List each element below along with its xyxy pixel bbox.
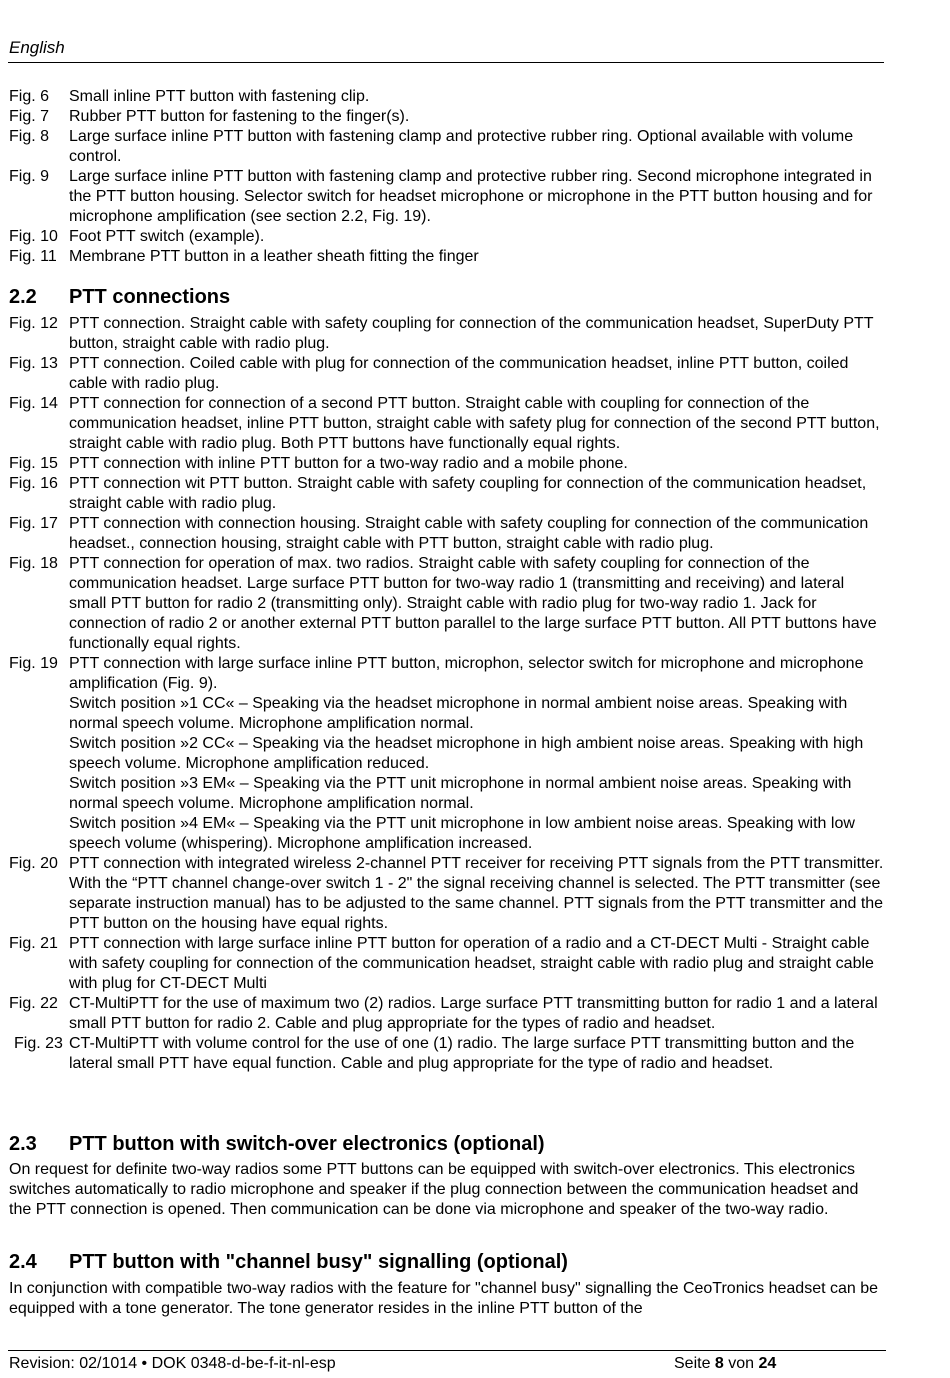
fig-text: PTT connection with inline PTT button for a two-way radio and a mobile phone. <box>69 455 628 472</box>
fig-text: PTT connection. Straight cable with safety coupling for connection of the communication headset, SuperDuty PTT button, straight cable with radio plug. <box>69 315 874 352</box>
fig-label: Fig. 19 <box>9 655 58 672</box>
fig-entry <box>0 474 950 514</box>
section-title: PTT connections <box>69 286 231 308</box>
page-prefix: Seite <box>674 1355 711 1372</box>
fig-entry <box>0 354 950 394</box>
switch-position-text: Switch position »4 EM« – Speaking via the PTT unit microphone in low ambient noise areas. Speaking with low speech volume (whispering). Microphone amplification increased. <box>69 815 855 852</box>
fig-entry <box>0 654 950 854</box>
fig-text: Membrane PTT button in a leather sheath fitting the finger <box>69 248 479 265</box>
fig-entry <box>0 934 950 994</box>
section-heading-2-2 <box>9 286 230 309</box>
fig-entry <box>0 87 950 107</box>
header-rule <box>8 62 884 63</box>
fig-label: Fig. 9 <box>9 168 50 185</box>
fig-text: PTT connection for operation of max. two radios. Straight cable with safety coupling for connection of the communication headset. Large surface PTT button for two-way radio 1 (transmitting and receiving) and lateral small PTT button for radio 2 (transmitting only). Straight cable with radio plug for two-way radio 1. Jack for connection of radio 2 or another external PTT button parallel to the large surface PTT button. All PTT buttons have functionally equal rights. <box>69 555 877 652</box>
fig-label: Fig. 11 <box>9 248 57 265</box>
fig-entry <box>0 227 950 247</box>
fig-text: CT-MultiPTT for the use of maximum two (2) radios. Large surface PTT transmitting button for radio 1 and a lateral small PTT button for radio 2. Cable and plug appropriate for the types of radio and headset. <box>69 995 878 1032</box>
fig-entry <box>0 107 950 127</box>
footer-revision: Revision: 02/1014 • DOK 0348-d-be-f-it-nl-esp <box>9 1355 336 1372</box>
fig-entry <box>0 127 950 167</box>
fig-label: Fig. 20 <box>9 855 58 872</box>
fig-entry <box>0 394 950 454</box>
fig-entry <box>0 454 950 474</box>
fig-text: Small inline PTT button with fastening clip. <box>69 88 370 105</box>
switch-position-text: Switch position »1 CC« – Speaking via the headset microphone in normal ambient noise areas. Speaking with normal speech volume. Microphone amplification normal. <box>69 695 848 732</box>
footer-rule <box>8 1350 886 1351</box>
fig-label: Fig. 13 <box>9 355 58 372</box>
section-number: 2.3 <box>9 1133 37 1155</box>
section-title: PTT button with switch-over electronics (optional) <box>69 1133 545 1155</box>
fig-text: PTT connection with integrated wireless 2-channel PTT receiver for receiving PTT signals from the PTT transmitter. With the “PTT channel change-over switch 1 - 2" the signal receiving channel is selected. The PTT transmitter (see separate instruction manual) has to be adjusted to the same channel. PTT signals from the PTT transmitter and the PTT button on the housing have equal rights. <box>69 855 884 932</box>
fig-label: Fig. 23 <box>14 1035 63 1052</box>
section-title: PTT button with "channel busy" signalling (optional) <box>69 1251 568 1273</box>
fig-label: Fig. 12 <box>9 315 58 332</box>
fig-label: Fig. 21 <box>9 935 58 952</box>
page-mid: von <box>728 1355 755 1372</box>
fig-entry <box>0 1034 950 1074</box>
fig-label: Fig. 18 <box>9 555 58 572</box>
fig-entry <box>0 514 950 554</box>
fig-text: PTT connection with connection housing. Straight cable with safety coupling for connection of the communication headset., connection housing, straight cable with PTT button, straight cable with radio plug. <box>69 515 869 552</box>
header-language: English <box>9 38 65 57</box>
fig-entry <box>0 994 950 1034</box>
section-heading-2-3 <box>9 1133 545 1156</box>
section-heading-2-4 <box>9 1251 568 1274</box>
fig-entry <box>0 167 950 227</box>
fig-text: PTT connection wit PTT button. Straight cable with safety coupling for connection of the communication headset, straight cable with radio plug. <box>69 475 867 512</box>
fig-label: Fig. 16 <box>9 475 58 492</box>
fig-text: Large surface inline PTT button with fastening clamp and protective rubber ring. Optional available with volume control. <box>69 128 854 165</box>
fig-label: Fig. 6 <box>9 88 50 105</box>
section-body-2-3: On request for definite two-way radios some PTT buttons can be equipped with switch-over electronics. This electronics switches automatically to radio microphone and speaker if the plug connection between the communication headset and the PTT connection is opened. Then communication can be done via microphone and speaker of the two-way radio. <box>9 1161 859 1218</box>
fig-text: PTT connection. Coiled cable with plug for connection of the communication headset, inline PTT button, coiled cable with radio plug. <box>69 355 849 392</box>
fig-label: Fig. 8 <box>9 128 50 145</box>
fig-text: Large surface inline PTT button with fastening clamp and protective rubber ring. Second microphone integrated in the PTT button housing. Selector switch for headset microphone or microphone in the PTT button housing and for microphone amplification (see section 2.2, Fig. 19). <box>69 168 873 225</box>
section-number: 2.4 <box>9 1251 37 1273</box>
current-page: 8 <box>714 1355 724 1372</box>
fig-label: Fig. 10 <box>9 228 58 245</box>
figure-list-a <box>0 87 950 267</box>
fig-text: CT-MultiPTT with volume control for the use of one (1) radio. The large surface PTT transmitting button and the lateral small PTT have equal function. Cable and plug appropriate for the type of radio and headset. <box>69 1035 855 1072</box>
fig-text: PTT connection for connection of a second PTT button. Straight cable with coupling for connection of the communication headset, inline PTT button, straight cable with safety plug for connection of the second PTT button, straight cable with radio plug. Both PTT buttons have functionally equal rights. <box>69 395 880 452</box>
fig-label: Fig. 22 <box>9 995 58 1012</box>
fig-text: Rubber PTT button for fastening to the finger(s). <box>69 108 410 125</box>
fig-label: Fig. 15 <box>9 455 58 472</box>
fig-label: Fig. 17 <box>9 515 58 532</box>
fig-text: Foot PTT switch (example). <box>69 228 265 245</box>
fig-entry <box>0 554 950 654</box>
switch-position-text: Switch position »2 CC« – Speaking via the headset microphone in high ambient noise areas. Speaking with high speech volume. Microphone amplification reduced. <box>69 735 864 772</box>
section-number: 2.2 <box>9 286 37 308</box>
figure-list-b <box>0 314 950 1074</box>
fig-label: Fig. 14 <box>9 395 58 412</box>
fig-text: PTT connection with large surface inline PTT button, microphon, selector switch for microphone and microphone amplification (Fig. 9). <box>69 655 864 692</box>
fig-entry <box>0 854 950 934</box>
fig-text-group <box>69 654 884 854</box>
switch-position-text: Switch position »3 EM« – Speaking via the PTT unit microphone in normal ambient noise areas. Speaking with normal speech volume. Microphone amplification normal. <box>69 775 852 812</box>
fig-text: PTT connection with large surface inline PTT button for operation of a radio and a CT-DECT Multi - Straight cable with safety coupling for connection of the communication headset, straight cable with radio plug and straight cable with plug for CT-DECT Multi <box>69 935 874 992</box>
fig-entry <box>0 314 950 354</box>
total-pages: 24 <box>758 1355 777 1372</box>
fig-entry <box>0 247 950 267</box>
fig-label: Fig. 7 <box>9 108 50 125</box>
section-body-2-4: In conjunction with compatible two-way radios with the feature for "channel busy" signalling the CeoTronics headset can be equipped with a tone generator. The tone generator resides in the inline PTT button of the <box>9 1280 879 1317</box>
footer-page-number <box>674 1355 776 1373</box>
